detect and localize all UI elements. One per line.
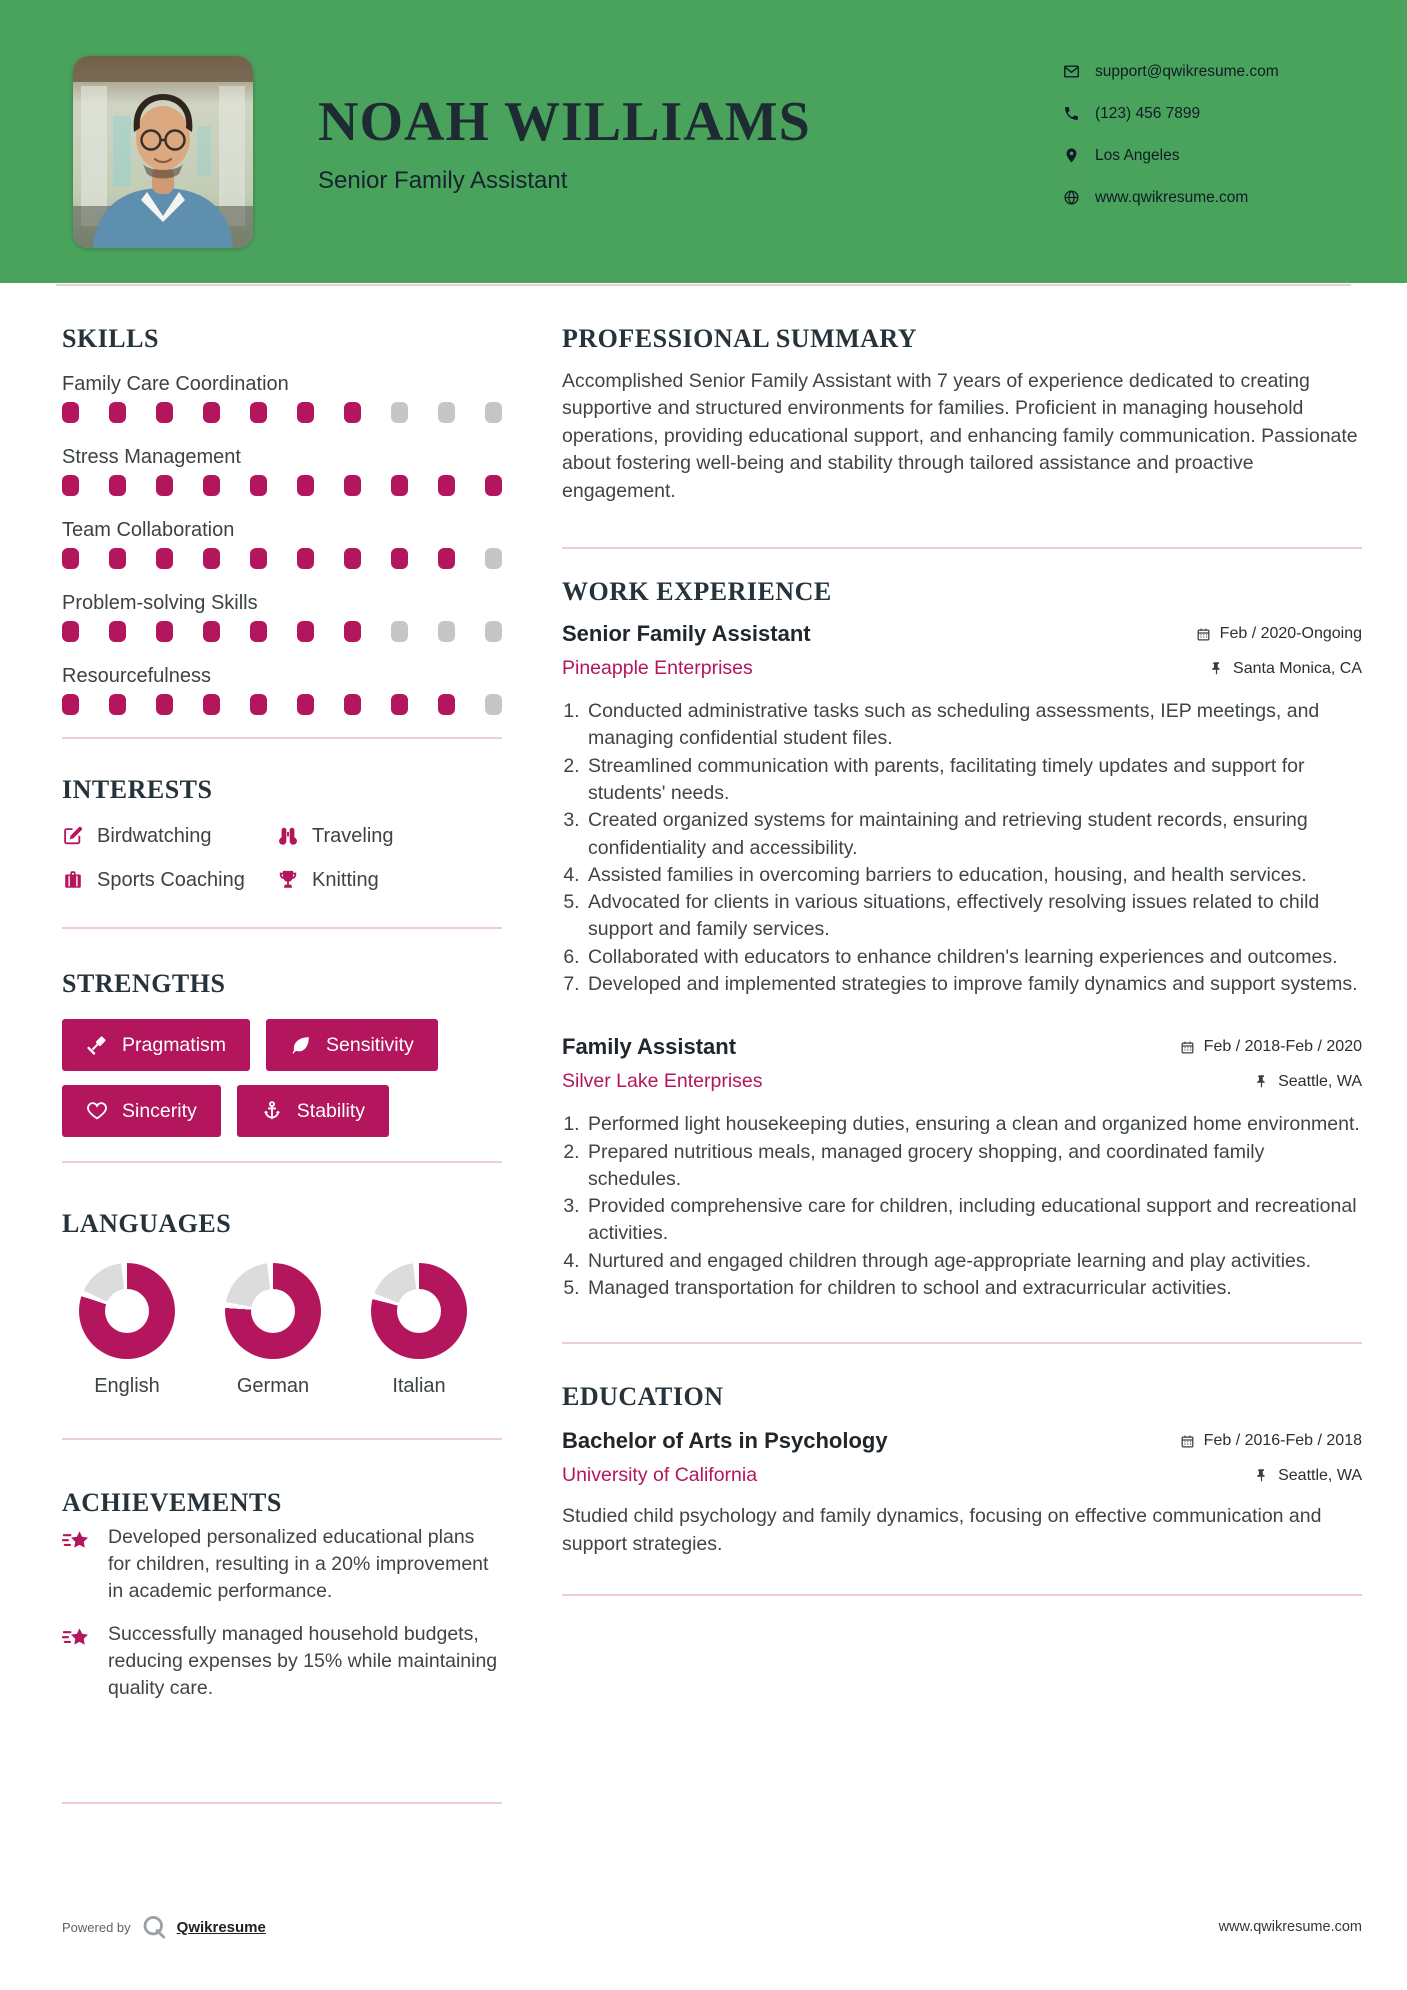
education-location-text: Seattle, WA [1278,1466,1362,1484]
contact-location [1063,141,1279,170]
languages-heading: LANGUAGES [62,1209,232,1238]
interest-label: Sports Coaching [97,868,245,891]
job-bullet: 1. Performed light housekeeping duties, ensuring a clean and organized home environment. [585,1111,1362,1138]
job-bullets [562,1111,1362,1302]
language-donut [225,1263,321,1359]
skill-item [62,518,502,569]
education-location [1254,1467,1362,1485]
skill-dot [297,621,314,642]
contact-list [1063,57,1279,212]
language-item [346,1263,492,1398]
pen-square-icon [62,825,84,847]
skill-dot [438,694,455,715]
calendar-icon [1180,1040,1195,1055]
footer-brand-block [62,1914,266,1940]
section-divider [62,1161,502,1163]
interest-label: Knitting [312,868,379,891]
skill-dot [203,402,220,423]
skill-level [62,548,502,569]
skill-dot [297,548,314,569]
interest-item [62,821,277,851]
globe-icon [1063,189,1080,206]
candidate-title: Senior Family Assistant [318,167,568,194]
experience-heading: WORK EXPERIENCE [562,577,832,607]
pushpin-icon [1209,661,1224,676]
footer [62,1914,1362,1940]
section-divider [62,927,502,929]
skill-label: Stress Management [62,446,241,468]
skill-dot [485,402,502,423]
skill-dot [344,694,361,715]
education-heading: EDUCATION [562,1382,724,1412]
briefcase-icon [62,869,84,891]
header [0,0,1407,283]
job-company-row [562,1070,1362,1093]
job-company: Silver Lake Enterprises [562,1070,763,1093]
calendar-icon [1180,1434,1195,1449]
job-bullet: 3. Created organized systems for maintaining and retrieving student records, ensuring confidentiality and accessibility. [585,807,1362,862]
strength-badge [62,1019,250,1071]
phone-icon [1063,105,1080,122]
candidate-name: NOAH WILLIAMS [318,91,811,153]
skill-dot [250,475,267,496]
skill-dot [109,475,126,496]
profile-photo [73,56,253,248]
skill-dot [62,402,79,423]
summary-heading: PROFESSIONAL SUMMARY [562,324,918,353]
strength-label: Stability [296,1099,366,1122]
section-divider [562,547,1362,549]
main-column [562,300,1362,1596]
brand-link[interactable]: Qwikresume [176,1918,266,1936]
job-bullet: 2. Streamlined communication with parents, facilitating timely updates and support for students' needs. [585,753,1362,808]
job-bullet: 6. Collaborated with educators to enhance children's learning experiences and outcomes. [585,944,1362,971]
skill-dot [391,621,408,642]
interest-label: Birdwatching [97,824,212,847]
job-date [1196,625,1362,643]
job-bullet: 7. Developed and implemented strategies to improve family dynamics and support systems. [585,971,1362,998]
job-bullet: 5. Managed transportation for children to school and extracurricular activities. [585,1275,1362,1302]
skill-dot [391,402,408,423]
skill-dot [297,402,314,423]
skill-dot [203,694,220,715]
achievements-heading: ACHIEVEMENTS [62,1488,282,1517]
section-divider [62,737,502,739]
strengths-list [62,1019,502,1137]
skill-dot [250,548,267,569]
degree: Bachelor of Arts in Psychology [562,1428,888,1454]
binoculars-icon [277,825,299,847]
job-title: Senior Family Assistant [562,621,811,647]
skill-label: Resourcefulness [62,665,211,687]
job-company: Pineapple Enterprises [562,657,753,680]
job-company-row [562,657,1362,680]
education-description: Studied child psychology and family dynamics, focusing on effective communication and support strategies. [562,1505,1322,1555]
strength-badge [237,1085,389,1137]
shooting-star-icon [62,1624,92,1654]
skill-label: Team Collaboration [62,519,235,541]
gavel-icon [86,1034,108,1056]
skill-dot [485,621,502,642]
skill-dot [485,475,502,496]
job-date-text: Feb / 2018-Feb / 2020 [1203,1038,1362,1056]
job-date-text: Feb / 2020-Ongoing [1219,625,1362,643]
skill-level [62,402,502,423]
skill-dot [109,548,126,569]
skill-dot [391,694,408,715]
job-entry [562,1034,1362,1302]
education-entry [562,1428,1362,1558]
job-bullets [562,698,1362,998]
q-logo-icon [141,1914,167,1940]
skill-dot [156,475,173,496]
education-school-row [562,1464,1362,1487]
skill-dot [62,694,79,715]
job-date [1180,1038,1362,1056]
education-date [1180,1432,1362,1450]
language-label: English [94,1375,160,1397]
contact-text: support@qwikresume.com [1095,62,1279,80]
skill-dot [344,548,361,569]
strength-label: Sensitivity [326,1033,414,1056]
location-icon [1063,147,1080,164]
achievement-item [62,1621,502,1702]
strength-label: Pragmatism [122,1033,227,1056]
footer-website: www.qwikresume.com [1218,1919,1362,1935]
skill-dot [344,475,361,496]
job-bullet: 5. Advocated for clients in various situations, effectively resolving issues related to child support and family services. [585,889,1362,944]
education-date-text: Feb / 2016-Feb / 2018 [1203,1432,1362,1450]
job-location-text: Santa Monica, CA [1233,659,1362,677]
language-donut [79,1263,175,1359]
skill-dot [438,621,455,642]
skill-dot [485,548,502,569]
skill-label: Problem-solving Skills [62,592,258,614]
header-divider [56,284,1351,286]
strengths-heading: STRENGTHS [62,969,226,998]
achievement-item [62,1524,502,1605]
strength-badge [266,1019,438,1071]
skill-dot [156,402,173,423]
skill-dot [485,694,502,715]
skill-dot [156,548,173,569]
job-bullet: 4. Assisted families in overcoming barriers to education, housing, and health services. [585,862,1362,889]
school: University of California [562,1464,758,1487]
job-bullet: 1. Conducted administrative tasks such as scheduling assessments, IEP meetings, and managing confidential student files. [585,698,1362,753]
skill-dot [109,694,126,715]
envelope-icon [1063,63,1080,80]
language-item [200,1263,346,1398]
language-item [54,1263,200,1398]
profile-photo-illustration [73,56,253,248]
interests-list [62,821,502,895]
section-divider [62,1438,502,1440]
job-bullet: 2. Prepared nutritious meals, managed grocery shopping, and coordinated family schedules. [585,1139,1362,1194]
contact-globe[interactable] [1063,183,1279,212]
skill-dot [62,548,79,569]
summary-text: Accomplished Senior Family Assistant with 7 years of experience dedicated to creating supportive and structured environments for families. Proficient in managing household operations, providing educational support, and enhancing family communication. Passionate about fostering well-being and stability through tailored assistance and proactive engagement. [562,370,1358,502]
job-location [1209,660,1362,678]
skill-dot [391,475,408,496]
skill-dot [109,402,126,423]
interest-item [62,865,277,895]
section-divider [62,1802,502,1804]
strength-label: Sincerity [122,1099,197,1122]
skill-item [62,591,502,642]
skill-dot [344,621,361,642]
section-divider [562,1342,1362,1344]
job-bullet: 4. Nurtured and engaged children through age-appropriate learning and play activities. [585,1248,1362,1275]
strength-badge [62,1085,221,1137]
job-location-text: Seattle, WA [1278,1072,1362,1090]
skill-level [62,694,502,715]
skill-dot [438,548,455,569]
language-label: Italian [392,1375,446,1397]
trophy-icon [277,869,299,891]
identity-block [318,91,811,195]
job-location [1254,1073,1362,1091]
shooting-star-icon [62,1527,92,1557]
contact-text: (123) 456 7899 [1095,104,1201,122]
contact-text: www.qwikresume.com [1095,188,1249,206]
skill-item [62,664,502,715]
job-bullet: 3. Provided comprehensive care for children, including educational support and recreational activities. [585,1193,1362,1248]
language-label: German [236,1375,310,1397]
education-title-row [562,1428,1362,1454]
skill-dot [438,402,455,423]
pushpin-icon [1254,1468,1269,1483]
achievement-text: Developed personalized educational plans for children, resulting in a 20% improvement in academic performance. [108,1526,489,1602]
skill-dot [250,694,267,715]
skills-list [62,372,502,715]
contact-phone [1063,99,1279,128]
contact-text: Los Angeles [1095,146,1180,164]
achievements-list [62,1524,502,1702]
skill-level [62,621,502,642]
powered-by-text: Powered by [62,1919,131,1935]
job-entry [562,621,1362,998]
skill-dot [109,621,126,642]
skill-dot [203,475,220,496]
heart-icon [86,1100,108,1122]
skill-dot [156,694,173,715]
interest-item [277,821,502,851]
job-list [562,621,1362,1302]
language-donut [371,1263,467,1359]
skill-dot [62,475,79,496]
pushpin-icon [1254,1074,1269,1089]
leaf-icon [290,1034,312,1056]
interest-label: Traveling [312,824,394,847]
skill-dot [250,621,267,642]
skill-item [62,445,502,496]
job-title-row [562,1034,1362,1060]
skill-dot [156,621,173,642]
anchor-icon [261,1100,283,1122]
skill-item [62,372,502,423]
skill-dot [438,475,455,496]
contact-envelope[interactable] [1063,57,1279,86]
skill-dot [203,548,220,569]
achievement-text: Successfully managed household budgets, reducing expenses by 15% while maintaining quality care. [108,1623,498,1699]
job-title: Family Assistant [562,1034,737,1060]
skill-dot [250,402,267,423]
interests-heading: INTERESTS [62,775,213,804]
job-title-row [562,621,1362,647]
skill-dot [62,621,79,642]
skill-dot [297,694,314,715]
interest-item [277,865,502,895]
section-divider [562,1594,1362,1596]
skill-dot [297,475,314,496]
skill-level [62,475,502,496]
sidebar [62,300,502,1804]
skill-dot [391,548,408,569]
skill-dot [203,621,220,642]
skills-heading: SKILLS [62,324,159,353]
skill-label: Family Care Coordination [62,373,289,395]
languages-list [54,1263,502,1398]
calendar-icon [1196,627,1211,642]
skill-dot [344,402,361,423]
